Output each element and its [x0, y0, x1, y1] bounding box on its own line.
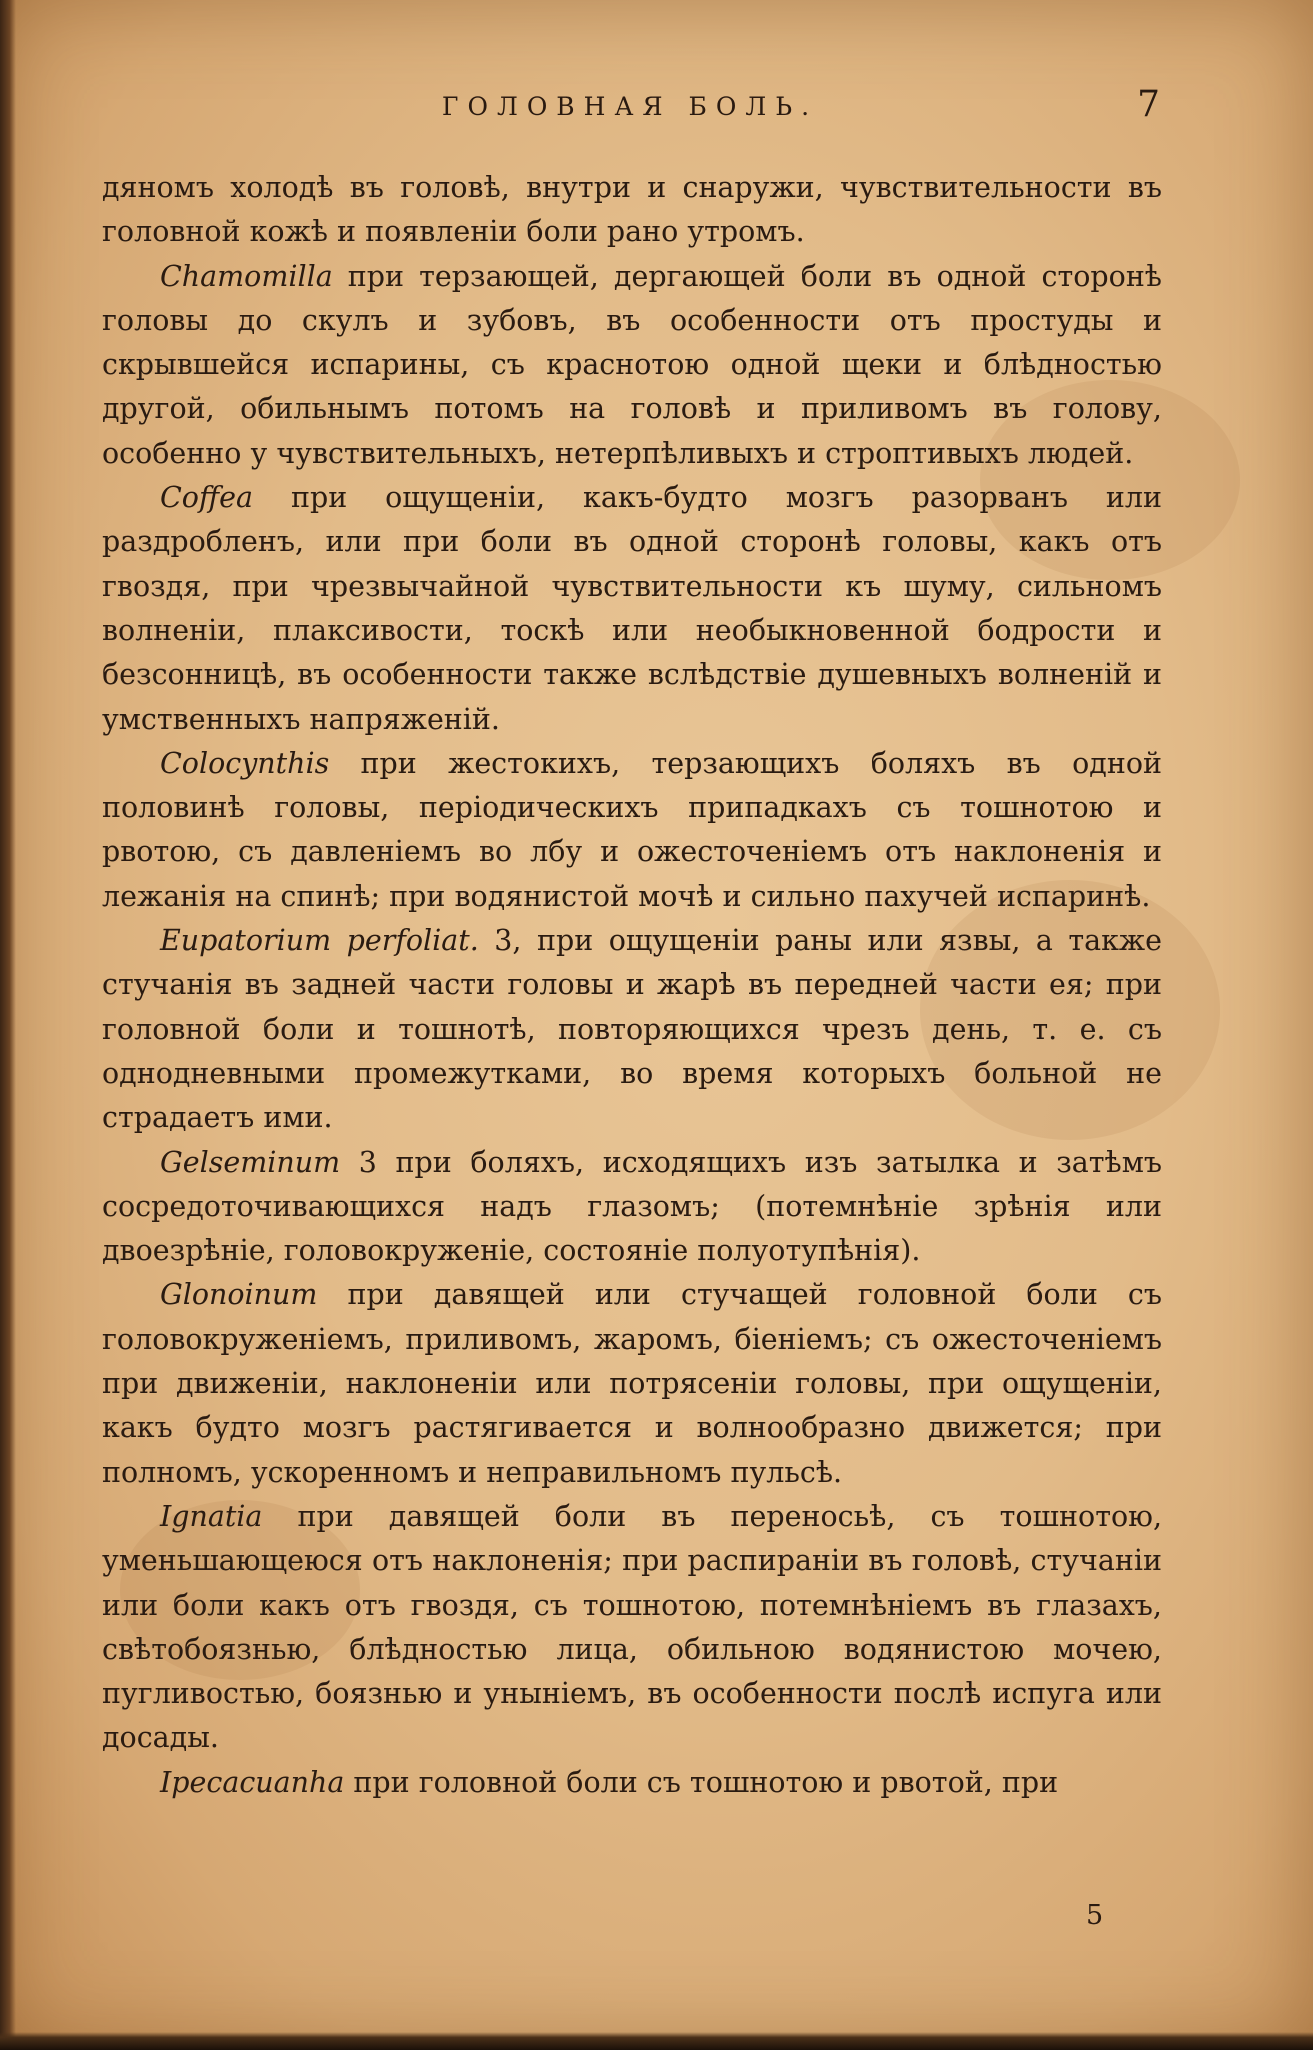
paragraph-text: 3, при ощущеніи раны или язвы, а также стучанія въ задней части головы и жарѣ въ передней части ея; при головной боли и тошнотѣ, повторяющихся чрезъ день, т. е. съ однодневными промежутками, во время которыхъ больной не страдаетъ ими. [102, 924, 1163, 1135]
paragraph [102, 1141, 1162, 1274]
remedy-name: Eupatorium perfoliat. [160, 924, 479, 958]
paragraph-text: дяномъ холодѣ въ головѣ, внутри и снаружи, чувствительности въ головной кожѣ и появленіи боли рано утромъ. [102, 171, 1162, 249]
remedy-name: Glonoinum [160, 1278, 318, 1312]
paragraph-text: 3 при боляхъ, исходящихъ изъ затылка и затѣмъ сосредоточивающихся надъ глазомъ; (потемнѣніе зрѣнія или двоезрѣніе, головокруженіе, состояніе полуотупѣнія). [102, 1145, 1162, 1268]
paragraph-text: при жестокихъ, терзающихъ боляхъ въ одной половинѣ головы, періодическихъ припадкахъ съ тошнотою и рвотою, съ давленіемъ во лбу и ожесточеніемъ отъ наклоненія и лежанія на спинѣ; при водянистой мочѣ и сильно пахучей испаринѣ. [102, 746, 1162, 913]
paragraph [102, 166, 1162, 255]
page-bottom-edge [0, 2032, 1313, 2050]
paragraph [102, 742, 1162, 919]
remedy-name: Ipecacuanha [160, 1765, 345, 1799]
remedy-name: Chamomilla [160, 259, 333, 293]
paragraph [102, 476, 1162, 742]
paragraph-text: при давящей боли въ переносьѣ, съ тошнотою, уменьшающеюся отъ наклоненія; при распираніи въ головѣ, стучаніи или боли какъ отъ гвоздя, съ тошнотою, потемнѣніемъ въ глазахъ, свѣтобоязнью, блѣдностью лица, обильною водянистою мочею, пугливостью, боязнью и уныніемъ, въ особенности послѣ испуга или досады. [102, 1499, 1162, 1755]
remedy-name: Coffea [160, 481, 254, 515]
paragraph-text: при давящей или стучащей головной боли съ головокруженіемъ, приливомъ, жаромъ, біеніемъ; съ ожесточеніемъ при движеніи, наклоненіи или потрясеніи головы, при ощущеніи, какъ будто мозгъ растягивается и волнообразно движется; при полномъ, ускоренномъ и неправильномъ пульсѣ. [102, 1278, 1162, 1489]
remedy-name: Ignatia [160, 1499, 263, 1533]
signature-mark: 5 [1086, 1900, 1104, 1931]
paragraph [102, 1273, 1162, 1494]
paragraph [102, 255, 1162, 476]
page-header [100, 84, 1160, 132]
page-number: 7 [1137, 84, 1160, 125]
remedy-name: Gelseminum [160, 1145, 341, 1179]
body-text [102, 166, 1162, 1805]
paragraph-text: при ощущеніи, какъ-будто мозгъ разорванъ или раздробленъ, или при боли въ одной сторонѣ головы, какъ отъ гвоздя, при чрезвычайной чувствительности къ шуму, сильномъ волненіи, плаксивости, тоскѣ или необыкновенной бодрости и безсонницѣ, въ особенности также вслѣдствіе душевныхъ волненій и умственныхъ напряженій. [102, 481, 1162, 736]
paragraph-text: при терзающей, дергающей боли въ одной сторонѣ головы до скулъ и зубовъ, въ особенности отъ простуды и скрывшейся испарины, съ краснотою одной щеки и блѣдностью другой, обильнымъ потомъ на головѣ и приливомъ въ голову, особенно у чувствительныхъ, нетерпѣливыхъ и строптивыхъ людей. [102, 259, 1162, 470]
remedy-name: Colocynthis [160, 746, 330, 780]
paragraph [102, 1761, 1162, 1805]
running-head: ГОЛОВНАЯ БОЛЬ. [441, 92, 819, 121]
page-left-edge [0, 0, 16, 2050]
paragraph [102, 1495, 1162, 1761]
paragraph [102, 919, 1162, 1140]
paragraph-text: при головной боли съ тошнотою и рвотой, при [344, 1765, 1059, 1799]
